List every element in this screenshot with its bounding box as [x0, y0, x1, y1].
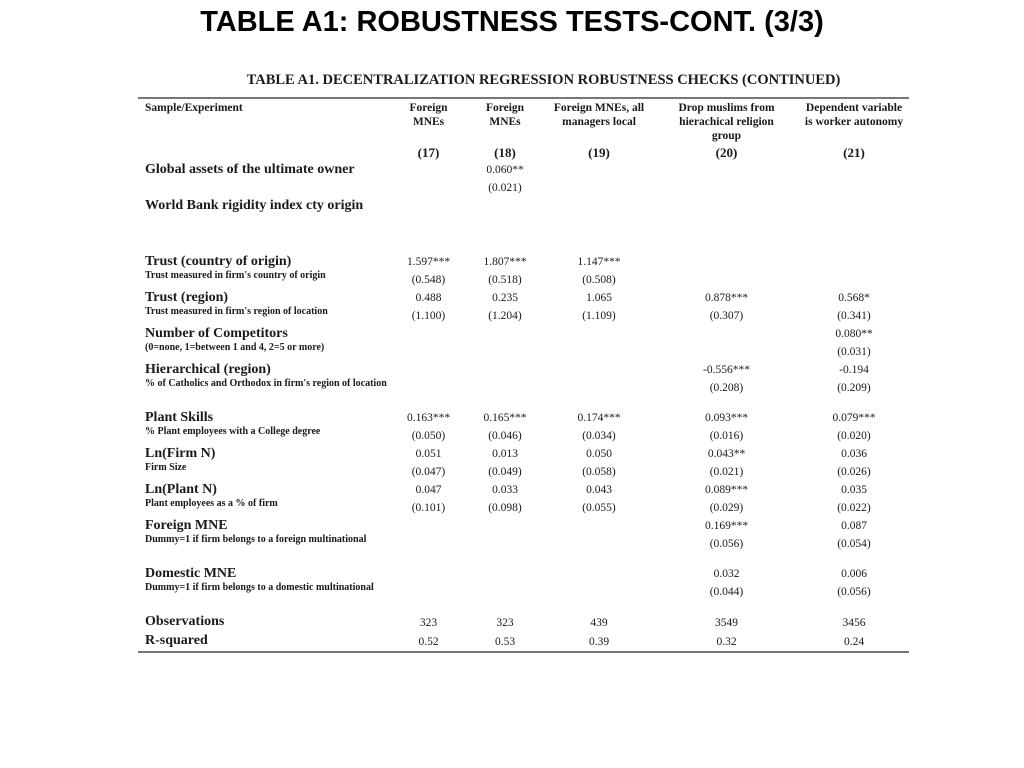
coefficient: 0.043** [707, 448, 746, 460]
coefficient-cell [391, 197, 466, 253]
coefficient: 0.089*** [704, 484, 749, 496]
standard-error: (0.518) [488, 274, 522, 286]
observations-cell: 323 [419, 616, 438, 629]
variable-label [138, 197, 391, 253]
coefficient [466, 325, 544, 343]
header-sample-experiment: Sample/Experiment [145, 102, 243, 114]
variable-label [138, 409, 391, 445]
coefficient-cell [544, 325, 654, 361]
coefficient-cell [466, 325, 544, 361]
coefficient [544, 161, 654, 179]
coefficient-cell [799, 409, 909, 445]
standard-error: (0.056) [837, 586, 871, 598]
coefficient-cell [466, 517, 544, 565]
standard-error: (0.049) [488, 466, 522, 478]
standard-error: (0.047) [411, 466, 446, 478]
header-col-20: Drop muslims from hierachical religion group [678, 102, 775, 142]
coefficient [466, 197, 544, 215]
coefficient [799, 253, 909, 271]
standard-error: (0.098) [488, 502, 522, 514]
coefficient: 0.036 [841, 448, 867, 460]
table-title: TABLE A1. DECENTRALIZATION REGRESSION ROBUSTNESS CHECKS (CONTINUED) [246, 72, 841, 88]
standard-error: (0.050) [411, 430, 446, 442]
standard-error: (1.100) [411, 310, 446, 322]
variable-label [138, 289, 391, 325]
coefficient-cell [654, 289, 799, 325]
standard-error [654, 343, 799, 361]
rsquared-cell: 0.53 [494, 635, 516, 648]
variable-label [138, 445, 391, 481]
coefficient-cell [544, 565, 654, 613]
variable-name: Global assets of the ultimate owner [145, 162, 355, 177]
coefficient-cell [654, 409, 799, 445]
variable-name: Trust (country of origin) [145, 254, 292, 269]
standard-error [544, 583, 654, 601]
coefficient-cell [391, 361, 466, 409]
coefficient [654, 253, 799, 271]
coefficient [391, 161, 466, 179]
col-number: (17) [417, 145, 440, 160]
coefficient-cell [466, 289, 544, 325]
coefficient: 0.568* [838, 292, 870, 304]
coefficient-cell [391, 445, 466, 481]
coefficient: 1.147*** [577, 256, 621, 268]
table-row [138, 445, 909, 481]
coefficient: 1.807*** [483, 256, 527, 268]
standard-error [654, 271, 799, 289]
standard-error: (0.044) [709, 586, 744, 598]
coefficient: 0.043 [586, 484, 612, 496]
variable-name: Domestic MNE [145, 566, 237, 581]
standard-error [654, 215, 799, 233]
coefficient: 0.080** [835, 328, 873, 340]
table-row [138, 289, 909, 325]
coefficient-cell [466, 361, 544, 409]
coefficient [654, 325, 799, 343]
coefficient-cell [544, 197, 654, 253]
variable-name: Number of Competitors [145, 326, 288, 341]
variable-label [138, 253, 391, 289]
table-row [138, 253, 909, 289]
rsquared-cell: 0.39 [588, 635, 610, 648]
standard-error [544, 343, 654, 361]
variable-description: Plant employees as a % of firm [145, 498, 278, 509]
coefficient [391, 197, 466, 215]
standard-error [391, 535, 466, 553]
standard-error: (0.021) [488, 182, 522, 194]
standard-error: (0.208) [709, 382, 744, 394]
standard-error [799, 215, 909, 233]
coefficient-cell [466, 445, 544, 481]
standard-error: (0.058) [582, 466, 616, 478]
standard-error [544, 179, 654, 197]
coefficient: 0.051 [415, 448, 442, 460]
coefficient-cell [799, 325, 909, 361]
table-row [138, 409, 909, 445]
coefficient [391, 565, 466, 583]
variable-description: Firm Size [145, 462, 187, 473]
variable-label [138, 161, 391, 197]
coefficient: 0.079*** [832, 412, 876, 424]
rsquared-cell: 0.24 [843, 635, 865, 648]
coefficient-cell [466, 565, 544, 613]
coefficient-cell [544, 409, 654, 445]
variable-name: Foreign MNE [145, 518, 228, 533]
standard-error [654, 179, 799, 197]
variable-name: Trust (region) [145, 290, 229, 305]
standard-error: (0.034) [582, 430, 616, 442]
table-row [138, 361, 909, 409]
coefficient: 0.174*** [577, 412, 621, 424]
observations-cell: 323 [496, 616, 514, 629]
standard-error: (0.307) [709, 310, 744, 322]
coefficient-cell [466, 481, 544, 517]
coefficient: 0.035 [841, 484, 867, 496]
coefficient-cell [544, 445, 654, 481]
variable-description: % Plant employees with a College degree [145, 426, 321, 437]
observations-cell: 439 [590, 616, 608, 629]
coefficient-cell [799, 565, 909, 613]
coefficient: 0.006 [841, 568, 867, 580]
regression-table [138, 72, 909, 653]
coefficient-cell [654, 565, 799, 613]
coefficient-cell [799, 481, 909, 517]
col-number: (19) [588, 145, 610, 160]
variable-name: R-squared [145, 633, 208, 648]
standard-error: (0.101) [411, 502, 446, 514]
coefficient [391, 361, 466, 379]
standard-error [544, 535, 654, 553]
rsquared-row [138, 632, 909, 651]
standard-error: (0.031) [837, 346, 871, 358]
coefficient: 0.060** [486, 164, 524, 176]
variable-description: Trust measured in firm's region of location [145, 306, 328, 317]
standard-error [466, 215, 544, 233]
variable-description: Dummy=1 if firm belongs to a domestic multinational [145, 582, 374, 593]
standard-error: (0.056) [709, 538, 744, 550]
standard-error: (0.021) [709, 466, 744, 478]
variable-label [138, 565, 391, 613]
coefficient: 0.488 [415, 292, 442, 304]
coefficient-cell [466, 253, 544, 289]
variable-description: Dummy=1 if firm belongs to a foreign multinational [145, 534, 367, 545]
coefficient-cell [544, 517, 654, 565]
coefficient-cell [466, 409, 544, 445]
header-col-18: Foreign MNEs [485, 102, 525, 128]
coefficient-cell [391, 481, 466, 517]
rsquared-cell: 0.52 [418, 635, 439, 648]
coefficient-cell [544, 481, 654, 517]
coefficient-cell [466, 161, 544, 197]
coefficient-cell [544, 161, 654, 197]
standard-error: (0.046) [488, 430, 522, 442]
coefficient-cell [654, 161, 799, 197]
coefficient-cell [654, 481, 799, 517]
coefficient: 0.032 [713, 568, 740, 580]
coefficient-cell [654, 361, 799, 409]
coefficient [544, 565, 654, 583]
standard-error: (0.022) [837, 502, 871, 514]
header-col-21: Dependent variable is worker autonomy [804, 102, 904, 128]
standard-error: (0.341) [837, 310, 871, 322]
coefficient [799, 197, 909, 215]
variable-label [138, 481, 391, 517]
variable-label [138, 613, 391, 632]
coefficient: 0.093*** [704, 412, 749, 424]
coefficient [391, 517, 466, 535]
column-number-row [138, 145, 909, 161]
coefficient [466, 517, 544, 535]
coefficient [544, 325, 654, 343]
standard-error: (0.016) [709, 430, 744, 442]
table-row [138, 197, 909, 253]
standard-error [466, 343, 544, 361]
table-row [138, 565, 909, 613]
coefficient: 0.047 [415, 484, 442, 496]
observations-cell: 3456 [842, 616, 866, 629]
coefficient: -0.556*** [703, 364, 750, 376]
table-row [138, 517, 909, 565]
coefficient-cell [391, 517, 466, 565]
coefficient-cell [799, 289, 909, 325]
coefficient-cell [799, 445, 909, 481]
col-number: (21) [843, 145, 865, 160]
coefficient: 0.235 [492, 292, 518, 304]
rsquared-cell: 0.32 [716, 635, 737, 648]
standard-error [799, 179, 909, 197]
header-row [138, 99, 909, 145]
coefficient: 0.878*** [704, 292, 749, 304]
standard-error: (0.055) [582, 502, 616, 514]
coefficient [544, 361, 654, 379]
variable-name: Observations [145, 614, 225, 629]
standard-error: (0.209) [837, 382, 871, 394]
header-col-19: Foreign MNEs, all managers local [553, 102, 645, 128]
standard-error: (0.026) [837, 466, 871, 478]
coefficient-cell [544, 253, 654, 289]
coefficient-cell [391, 253, 466, 289]
standard-error [391, 379, 466, 397]
coefficient: 0.050 [586, 448, 612, 460]
coefficient-cell [466, 197, 544, 253]
coefficient-cell [799, 161, 909, 197]
table-bottom-rule [138, 651, 909, 653]
coefficient-cell [654, 517, 799, 565]
coefficient [544, 517, 654, 535]
results-table [138, 99, 909, 651]
variable-name: Plant Skills [145, 410, 214, 425]
col-number: (18) [494, 145, 516, 160]
variable-name: World Bank rigidity index cty origin [145, 198, 364, 213]
variable-description: % of Catholics and Orthodox in firm's region of location [145, 378, 387, 389]
standard-error: (0.020) [837, 430, 871, 442]
observations-cell: 3549 [715, 616, 738, 629]
standard-error [799, 271, 909, 289]
coefficient-cell [799, 517, 909, 565]
coefficient: 0.169*** [704, 520, 749, 532]
standard-error [391, 343, 466, 361]
coefficient [391, 325, 466, 343]
coefficient-cell [391, 325, 466, 361]
coefficient-cell [654, 197, 799, 253]
coefficient [654, 197, 799, 215]
coefficient-cell [544, 289, 654, 325]
standard-error [391, 179, 466, 197]
coefficient-cell [654, 253, 799, 289]
coefficient: 1.597*** [406, 256, 451, 268]
coefficient: 1.065 [586, 292, 612, 304]
coefficient-cell [654, 325, 799, 361]
table-row [138, 161, 909, 197]
variable-label [138, 361, 391, 409]
col-number: (20) [715, 145, 738, 160]
table-body [138, 161, 909, 651]
coefficient-cell [391, 161, 466, 197]
variable-description: Trust measured in firm's country of origin [145, 270, 326, 281]
variable-label [138, 325, 391, 361]
standard-error [544, 379, 654, 397]
coefficient: -0.194 [839, 364, 869, 376]
table-row [138, 481, 909, 517]
variable-name: Ln(Firm N) [145, 446, 216, 461]
standard-error: (1.204) [488, 310, 522, 322]
table-row [138, 325, 909, 361]
standard-error: (0.508) [582, 274, 616, 286]
coefficient-cell [799, 197, 909, 253]
standard-error [466, 535, 544, 553]
coefficient: 0.033 [492, 484, 518, 496]
standard-error [391, 215, 466, 233]
coefficient [544, 197, 654, 215]
coefficient: 0.163*** [406, 412, 451, 424]
standard-error [544, 215, 654, 233]
coefficient-cell [391, 409, 466, 445]
slide-title: TABLE A1: ROBUSTNESS TESTS-CONT. (3/3) [200, 6, 824, 38]
coefficient [466, 361, 544, 379]
standard-error: (0.548) [411, 274, 446, 286]
coefficient-cell [391, 289, 466, 325]
variable-name: Ln(Plant N) [145, 482, 217, 497]
coefficient [799, 161, 909, 179]
standard-error: (0.054) [837, 538, 871, 550]
standard-error: (0.029) [709, 502, 744, 514]
coefficient [654, 161, 799, 179]
variable-label [138, 632, 391, 651]
variable-label [138, 517, 391, 565]
standard-error: (1.109) [582, 310, 616, 322]
header-col-17: Foreign MNEs [409, 102, 448, 128]
coefficient: 0.165*** [483, 412, 527, 424]
coefficient-cell [799, 253, 909, 289]
coefficient: 0.087 [841, 520, 867, 532]
standard-error [391, 583, 466, 601]
coefficient-cell [799, 361, 909, 409]
standard-error [466, 379, 544, 397]
standard-error [466, 583, 544, 601]
variable-description: (0=none, 1=between 1 and 4, 2=5 or more) [145, 342, 325, 353]
variable-name: Hierarchical (region) [145, 362, 271, 377]
coefficient-cell [544, 361, 654, 409]
coefficient: 0.013 [492, 448, 518, 460]
observations-row [138, 613, 909, 632]
coefficient [466, 565, 544, 583]
coefficient-cell [391, 565, 466, 613]
coefficient-cell [654, 445, 799, 481]
